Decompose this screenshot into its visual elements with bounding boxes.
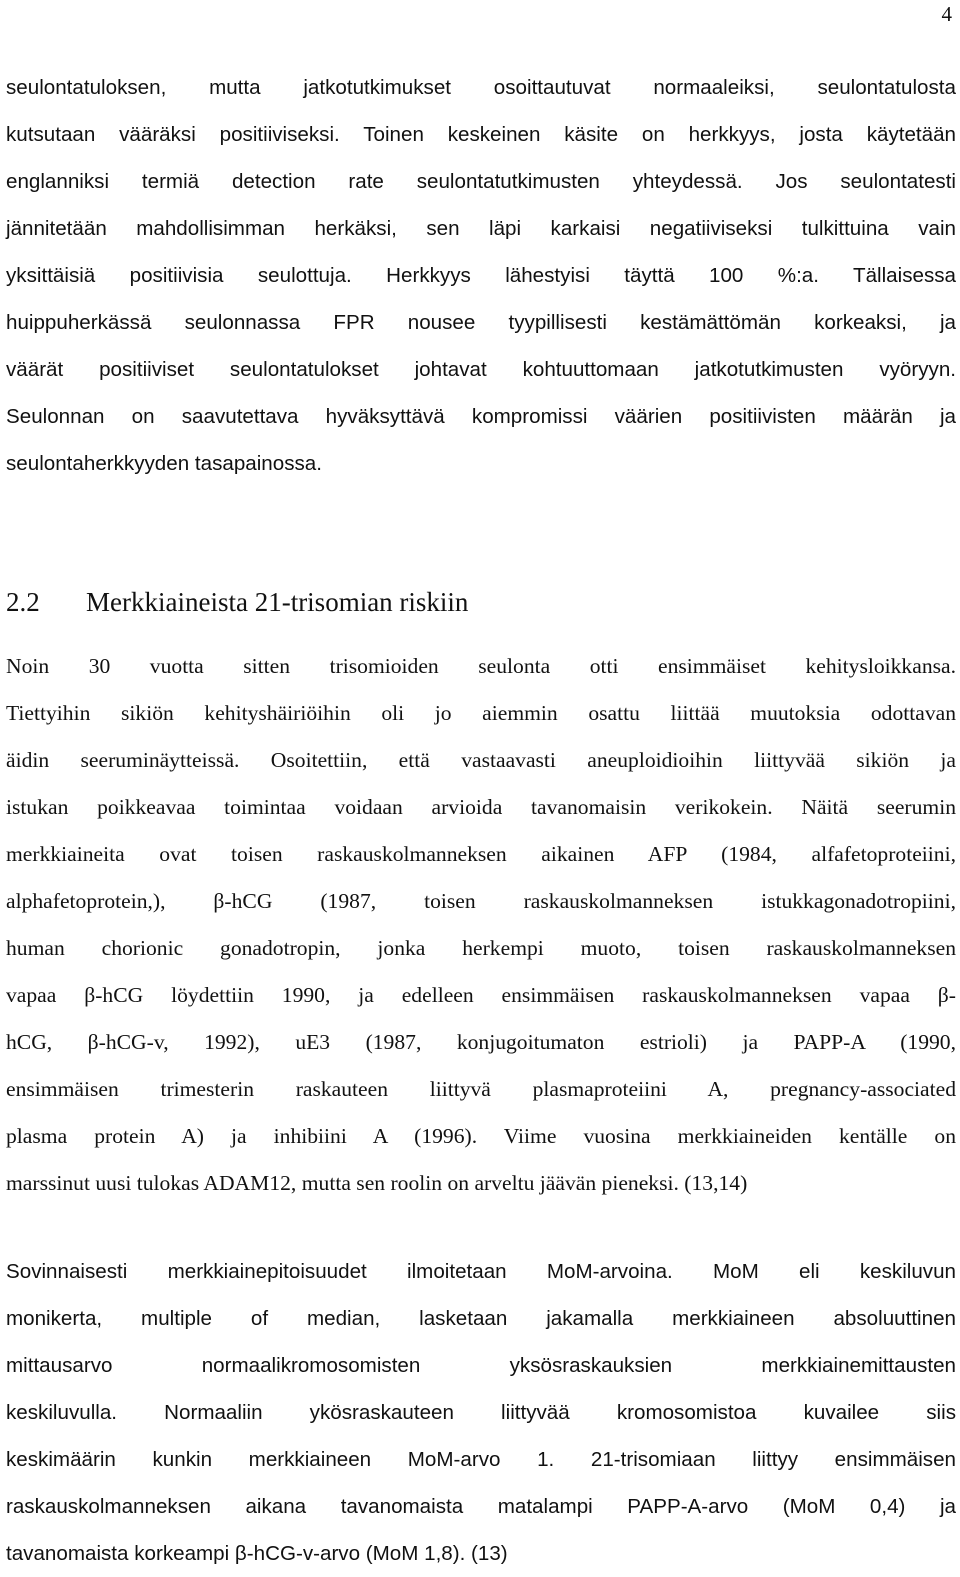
section-heading xyxy=(6,580,468,624)
text-line: vapaa β-hCG löydettiin 1990, ja edelleen ensimmäisen raskauskolmanneksen vapaa β- xyxy=(6,983,956,1007)
text-line: hCG, β-hCG-v, 1992), uE3 (1987, konjugoitumaton estrioli) ja PAPP-A (1990, xyxy=(6,1030,956,1054)
text-line: jännitetään mahdollisimman herkäksi, sen läpi karkaisi negatiiviseksi tulkittuina vain xyxy=(6,217,956,240)
text-line: alphafetoprotein,), β-hCG (1987, toisen raskauskolmanneksen istukkagonadotropiini, xyxy=(6,889,956,913)
paragraph-serum-markers xyxy=(6,643,956,1207)
text-line: merkkiaineita ovat toisen raskauskolmanneksen aikainen AFP (1984, alfafetoproteiini, xyxy=(6,842,956,866)
text-line: huippuherkässä seulonnassa FPR nousee tyypillisesti kestämättömän korkeaksi, ja xyxy=(6,311,956,334)
text-line: seulontaherkkyyden tasapainossa. xyxy=(6,452,322,475)
text-line: monikerta, multiple of median, lasketaan jakamalla merkkiaineen absoluuttinen xyxy=(6,1307,956,1330)
text-line: kutsutaan vääräksi positiiviseksi. Toinen keskeinen käsite on herkkyys, josta käytetään xyxy=(6,123,956,146)
paragraph-mom-values xyxy=(6,1248,956,1577)
text-line: keskimäärin kunkin merkkiaineen MoM-arvo 1. 21-trisomiaan liittyy ensimmäisen xyxy=(6,1448,956,1471)
text-line: väärät positiiviset seulontatulokset johtavat kohtuuttomaan jatkotutkimusten vyöryyn. xyxy=(6,358,956,381)
text-line: Noin 30 vuotta sitten trisomioiden seulonta otti ensimmäiset kehitysloikkansa. xyxy=(6,654,956,678)
text-line: keskiluvulla. Normaaliin ykösraskauteen liittyvää kromosomistoa kuvailee siis xyxy=(6,1401,956,1424)
text-line: istukan poikkeavaa toimintaa voidaan arvioida tavanomaisin verikokein. Näitä seerumin xyxy=(6,795,956,819)
text-line: plasma protein A) ja inhibiini A (1996). Viime vuosina merkkiaineiden kentälle on xyxy=(6,1124,956,1148)
text-line: Seulonnan on saavutettava hyväksyttävä kompromissi väärien positiivisten määrän ja xyxy=(6,405,956,428)
text-line: human chorionic gonadotropin, jonka herkempi muoto, toisen raskauskolmanneksen xyxy=(6,936,956,960)
paragraph-screening-sensitivity xyxy=(6,64,956,487)
text-line: Sovinnaisesti merkkiainepitoisuudet ilmoitetaan MoM-arvoina. MoM eli keskiluvun xyxy=(6,1260,956,1283)
page-number: 4 xyxy=(941,2,952,26)
text-line: englanniksi termiä detection rate seulontatutkimusten yhteydessä. Jos seulontatesti xyxy=(6,170,956,193)
text-line: äidin seeruminäytteissä. Osoitettiin, että vastaavasti aneuploidioihin liittyvää sikiön ja xyxy=(6,748,956,772)
text-line: Tiettyihin sikiön kehityshäiriöihin oli jo aiemmin osattu liittää muutoksia odottavan xyxy=(6,701,956,725)
text-line: tavanomaista korkeampi β-hCG-v-arvo (MoM 1,8). (13) xyxy=(6,1542,508,1565)
text-line: raskauskolmanneksen aikana tavanomaista matalampi PAPP-A-arvo (MoM 0,4) ja xyxy=(6,1495,956,1518)
section-number: 2.2 xyxy=(6,587,40,617)
section-title: Merkkiaineista 21-trisomian riskiin xyxy=(86,587,469,617)
text-line: marssinut uusi tulokas ADAM12, mutta sen roolin on arveltu jäävän pieneksi. (13,14) xyxy=(6,1171,748,1195)
text-line: ensimmäisen trimesterin raskauteen liittyvä plasmaproteiini A, pregnancy-associated xyxy=(6,1077,956,1101)
text-line: mittausarvo normaalikromosomisten yksösraskauksien merkkiainemittausten xyxy=(6,1354,956,1377)
text-line: yksittäisiä positiivisia seulottuja. Herkkyys lähestyisi täyttä 100 %:a. Tällaisessa xyxy=(6,264,956,287)
text-line: seulontatuloksen, mutta jatkotutkimukset osoittautuvat normaaleiksi, seulontatulosta xyxy=(6,76,956,99)
